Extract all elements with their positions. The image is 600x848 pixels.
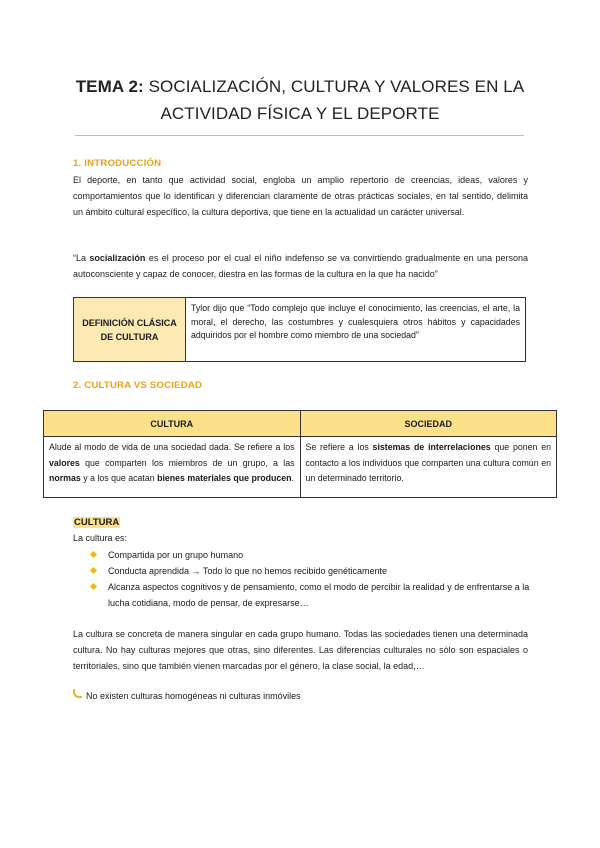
- definition-label: DEFINICIÓN CLÁSICA DE CULTURA: [74, 298, 186, 361]
- title-line2: ACTIVIDAD FÍSICA Y EL DEPORTE: [160, 104, 440, 123]
- cell-cultura-text-c: que comparten los miembros de un grupo, a las: [79, 457, 295, 468]
- bullet-diamond-icon: [90, 583, 97, 590]
- quote-rest: es el proceso por el cual el niño indefenso se va convirtiendo gradualmente en una persona autoconsciente y capaz de conocer, diestra en las formas de la cultura en la que ha nacido”: [73, 253, 528, 279]
- cell-cultura-text-a: Alude al modo de vida de una sociedad dada. Se refiere a los: [49, 442, 295, 452]
- title-bold: TEMA 2:: [75, 77, 144, 96]
- cell-cultura-valores: valores: [49, 457, 80, 468]
- bullet-text: Conducta aprendida → Todo lo que no hemos recibido genéticamente: [108, 566, 388, 576]
- list-item: [91, 579, 531, 611]
- bullet-text: Alcanza aspectos cognitivos y de pensamiento, como el modo de percibir la realidad y de enfrentarse a la lucha cotidiana, modo de pensar, de expresarse…: [108, 582, 530, 608]
- definition-table: [73, 297, 526, 362]
- cultura-subheading: CULTURA: [74, 517, 120, 528]
- cultura-vs-sociedad-heading: 2. CULTURA VS SOCIEDAD: [73, 380, 203, 391]
- intro-paragraph: El deporte, en tanto que actividad social, engloba un amplio repertorio de creencias, ideas, valores y comportamientos que lo identifican y diferencian claramente de otras prácticas sociales, en tal sentido, delimita un ámbito cultural específico, la cultura deportiva, que tiene en la actualidad un carácter universal.: [73, 175, 528, 217]
- cell-sociedad-text-a: Se refiere a los: [305, 442, 373, 452]
- bullet-diamond-icon: [90, 567, 97, 574]
- bullet-text: Compartida por un grupo humano: [108, 550, 244, 560]
- note-text: No existen culturas homogéneas ni culturas inmóviles: [86, 691, 301, 701]
- cultura-bullet-list: [91, 547, 531, 611]
- cell-cultura-normas: normas: [49, 473, 81, 483]
- header-cultura: CULTURA: [44, 411, 301, 436]
- list-item: [91, 563, 531, 579]
- socialization-quote: [73, 250, 528, 282]
- cell-cultura-bienes: bienes materiales que producen: [157, 473, 292, 483]
- comparison-table: [43, 410, 557, 498]
- comparison-header-row: [44, 411, 556, 437]
- title-rest: SOCIALIZACIÓN, CULTURA Y VALORES EN LA: [143, 77, 525, 96]
- cultura-lead: La cultura es:: [73, 533, 128, 543]
- bullet-diamond-icon: [90, 551, 97, 558]
- intro-heading: 1. INTRODUCCIÓN: [73, 158, 162, 169]
- title-divider: [75, 135, 524, 136]
- cultura-note: [73, 688, 301, 704]
- cell-cultura-text-g: .: [291, 473, 294, 483]
- quote-bold: socialización: [89, 253, 146, 263]
- cultura-paragraph: La cultura se concreta de manera singular en cada grupo humano. Todas las sociedades tienen una determinada cultura. No hay culturas mejores que otras, sino diferentes. Las diferencias culturales no sólo son espaciales o territoriales, sino que también vienen marcadas por el género, la clase social, la edad,…: [73, 629, 528, 671]
- cell-cultura-text-e: y a los que acatan: [80, 473, 158, 483]
- cell-cultura: [44, 437, 301, 498]
- cell-sociedad-text-c: que ponen en contacto a los individuos que comparten una cultura común en un determinado territorio.: [305, 442, 552, 483]
- header-sociedad: SOCIEDAD: [404, 418, 452, 429]
- cell-sociedad-sistemas: sistemas de interrelaciones: [372, 442, 491, 452]
- curved-arrow-icon: [73, 689, 82, 698]
- quote-open: “La: [73, 253, 90, 263]
- definition-text: Tylor dijo que “Todo complejo que incluye el conocimiento, las creencias, el arte, la moral, el derecho, las costumbres y cualesquiera otros hábitos y capacidades adquiridos por el hombre como miembro de una sociedad”: [191, 303, 520, 341]
- cell-sociedad: [301, 437, 557, 498]
- list-item: [91, 547, 531, 563]
- page-title: [60, 73, 540, 127]
- comparison-body-row: [44, 437, 556, 498]
